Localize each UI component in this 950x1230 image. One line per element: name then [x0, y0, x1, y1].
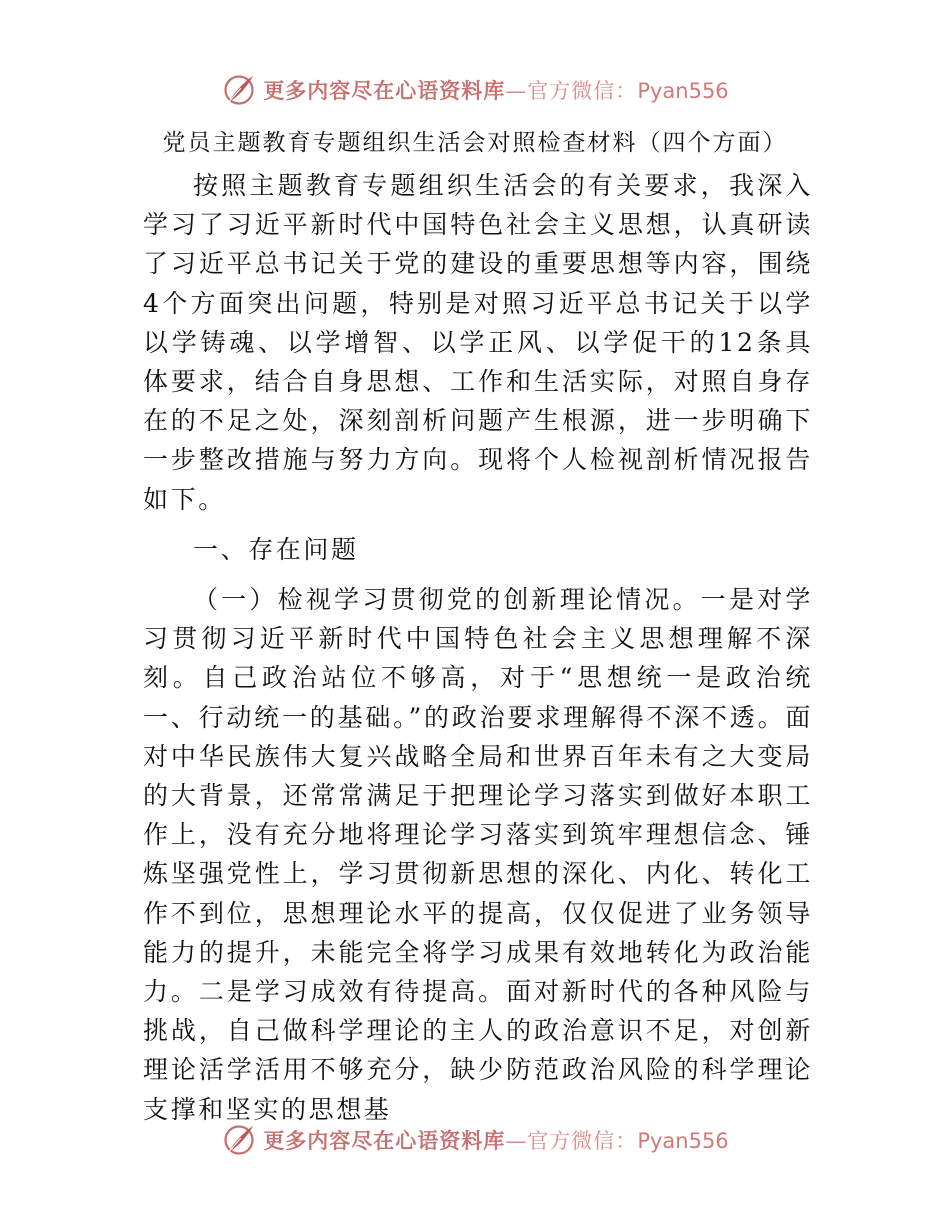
watermark-text: 更多内容尽在心语资料库—官方微信：Pyan556: [263, 79, 729, 103]
watermark-text: 更多内容尽在心语资料库—官方微信：Pyan556: [263, 1129, 729, 1153]
footer-watermark: [0, 1120, 950, 1160]
section-heading: 一、存在问题: [193, 534, 359, 564]
feather-pen-logo-icon: [221, 1122, 257, 1158]
feather-pen-logo-icon: [221, 72, 257, 108]
document-body: [143, 166, 813, 1129]
document-title: 党员主题教育专题组织生活会对照检查材料（四个方面）: [162, 130, 788, 156]
section-paragraph: （一）检视学习贯彻党的创新理论情况。一是对学习贯彻习近平新时代中国特色社会主义思想理解不深刻。自己政治站位不够高，对于“思想统一是政治统一、行动统一的基础。”的政治要求理解得不深不透。面对中华民族伟大复兴战略全局和世界百年未有之大变局的大背景，还常常满足于把理论学习落实到做好本职工作上，没有充分地将理论学习落实到筑牢理想信念、锤炼坚强党性上，学习贯彻新思想的深化、内化、转化工作不到位，思想理论水平的提高，仅仅促进了业务领导能力的提升，未能完全将学习成果有效地转化为政治能力。二是学习成效有待提高。面对新时代的各种风险与挑战，自己做科学理论的主人的政治意识不足，对创新理论活学活用不够充分，缺少防范政治风险的科学理论支撑和坚实的思想基: [143, 585, 813, 1124]
header-watermark: [0, 70, 950, 110]
intro-paragraph: 按照主题教育专题组织生活会的有关要求，我深入学习了习近平新时代中国特色社会主义思想，认真研读了习近平总书记关于党的建设的重要思想等内容，围绕4个方面突出问题，特别是对照习近平总书记关于以学以学铸魂、以学增智、以学正风、以学促干的12条具体要求，结合自身思想、工作和生活实际，对照自身存在的不足之处，深刻剖析问题产生根源，进一步明确下一步整改措施与努力方向。现将个人检视剖析情况报告如下。: [143, 171, 813, 514]
